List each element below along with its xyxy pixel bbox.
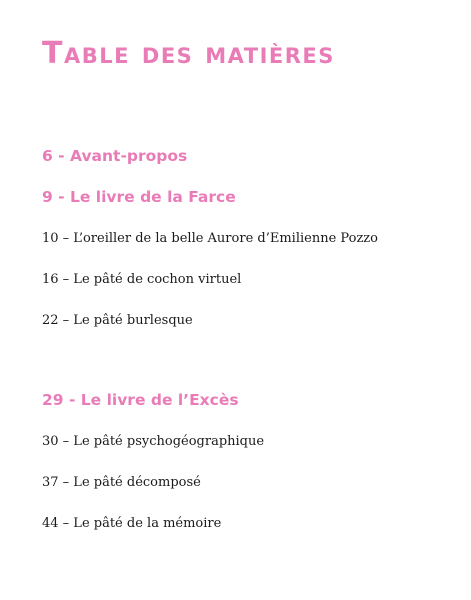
toc-entry[interactable]: 37 – Le pâté décomposé (42, 475, 201, 490)
toc-section-livre-exces[interactable]: 29 - Le livre de l’Excès (42, 391, 239, 409)
toc-section-avant-propos[interactable]: 6 - Avant-propos (42, 147, 188, 165)
toc-entry[interactable]: 30 – Le pâté psychogéographique (42, 434, 265, 449)
toc-entry[interactable]: 22 – Le pâté burlesque (42, 313, 193, 328)
toc-entry[interactable]: 44 – Le pâté de la mémoire (42, 516, 222, 531)
page-title: Table des matières (42, 36, 335, 71)
toc-entry[interactable]: 16 – Le pâté de cochon virtuel (42, 272, 242, 287)
toc-section-livre-farce[interactable]: 9 - Le livre de la Farce (42, 188, 236, 206)
toc-entry[interactable]: 10 – L’oreiller de la belle Aurore d’Emilienne Pozzo (42, 231, 378, 246)
